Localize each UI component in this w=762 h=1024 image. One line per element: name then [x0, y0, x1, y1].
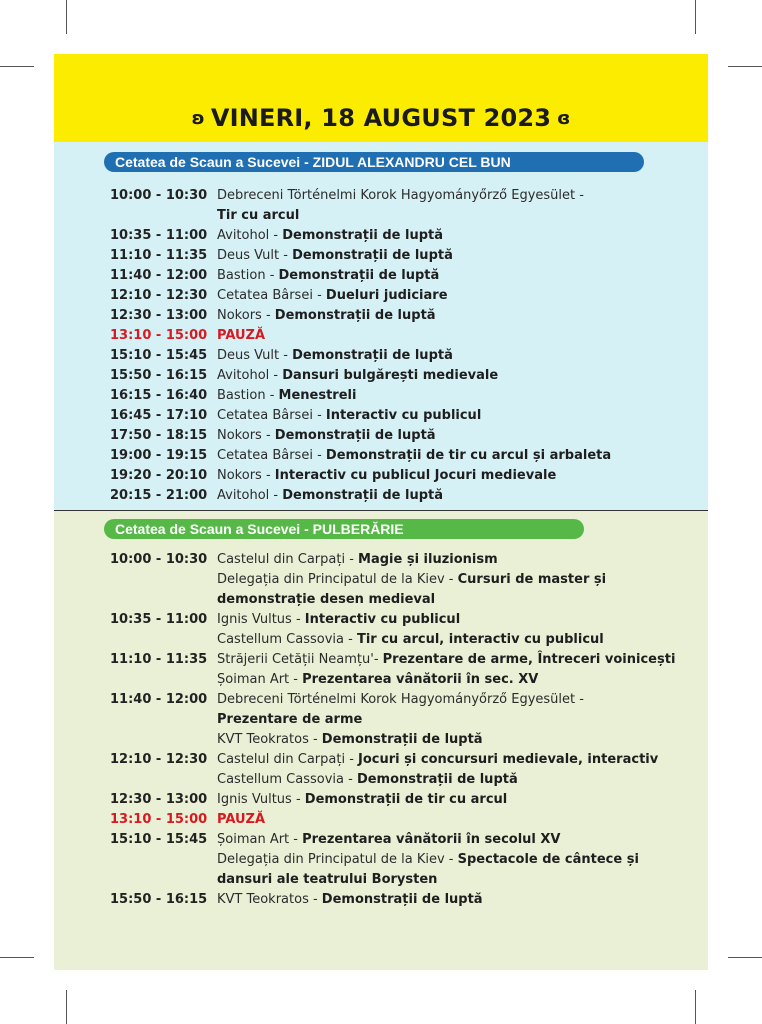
activity-name: dansuri ale teatrului Borysten	[217, 872, 438, 887]
organizer-name: KVT Teokratos -	[217, 732, 322, 747]
time-slot: 15:50 - 16:15	[110, 892, 208, 907]
crop-mark-top-right	[695, 0, 696, 34]
event-text	[217, 386, 356, 406]
event-text	[217, 206, 299, 226]
time-slot: 13:10 - 15:00	[110, 328, 208, 343]
organizer-name: Castellum Cassovia -	[217, 772, 357, 787]
organizer-name: Cetatea Bârsei -	[217, 408, 326, 423]
activity-name: PAUZĂ	[217, 812, 266, 827]
event-text	[217, 266, 439, 286]
time-slot: 12:30 - 13:00	[110, 792, 208, 807]
event-text	[217, 426, 436, 446]
organizer-name: Debreceni Történelmi Korok Hagyományőrző Egyesület -	[217, 188, 584, 203]
time-slot: 12:10 - 12:30	[110, 752, 208, 767]
activity-name: Demonstrații de luptă	[282, 228, 444, 243]
time-slot: 11:40 - 12:00	[110, 692, 208, 707]
time-slot: 12:30 - 13:00	[110, 308, 208, 323]
organizer-name: Avitohol -	[217, 228, 283, 243]
time-slot: 17:50 - 18:15	[110, 428, 208, 443]
event-text	[217, 406, 481, 426]
section-heading: Cetatea de Scaun a Sucevei - PULBERĂRIE	[104, 519, 584, 539]
event-text	[217, 730, 483, 750]
organizer-name: Avitohol -	[217, 368, 283, 383]
time-slot: 10:00 - 10:30	[110, 188, 208, 203]
time-slot: 10:35 - 11:00	[110, 612, 208, 627]
activity-name: Demonstrații de luptă	[282, 488, 444, 503]
activity-name: Dansuri bulgărești medievale	[282, 368, 499, 383]
event-text	[217, 466, 556, 486]
organizer-name: Nokors -	[217, 468, 275, 483]
event-text	[217, 286, 448, 306]
event-text	[217, 710, 362, 730]
activity-name: Menestreli	[278, 388, 357, 403]
organizer-name: Avitohol -	[217, 488, 283, 503]
time-slot: 16:45 - 17:10	[110, 408, 208, 423]
event-text	[217, 650, 675, 670]
section-zidul-alexandru	[54, 142, 708, 510]
section-pulberarie	[54, 511, 708, 970]
event-text	[217, 610, 460, 630]
event-text	[217, 830, 561, 850]
event-text	[217, 186, 584, 206]
event-text	[217, 770, 518, 790]
organizer-name: Ignis Vultus -	[217, 612, 305, 627]
organizer-name: Nokors -	[217, 308, 275, 323]
activity-name: Spectacole de cântece și	[457, 852, 639, 867]
activity-name: Prezentarea vânătorii în secolul XV	[302, 832, 561, 847]
activity-name: Tir cu arcul	[217, 208, 300, 223]
organizer-name: Nokors -	[217, 428, 275, 443]
event-text	[217, 690, 584, 710]
activity-name: Interactiv cu publicul Jocuri medievale	[274, 468, 557, 483]
event-text	[217, 570, 606, 590]
ornament-left-icon: ʚ	[191, 108, 205, 129]
time-slot: 15:50 - 16:15	[110, 368, 208, 383]
time-slot: 11:10 - 11:35	[110, 652, 208, 667]
time-slot: 20:15 - 21:00	[110, 488, 208, 503]
organizer-name: Delegația din Principatul de la Kiev -	[217, 852, 458, 867]
activity-name: Cursuri de master și	[457, 572, 607, 587]
section-heading: Cetatea de Scaun a Sucevei - ZIDUL ALEXANDRU CEL BUN	[104, 152, 644, 172]
organizer-name: Castelul din Carpați -	[217, 552, 359, 567]
time-slot: 16:15 - 16:40	[110, 388, 208, 403]
crop-mark-right-bottom	[728, 957, 762, 958]
activity-name: Interactiv cu publicul	[325, 408, 482, 423]
organizer-name: KVT Teokratos -	[217, 892, 322, 907]
date-header	[54, 54, 708, 142]
activity-name: Tir cu arcul, interactiv cu publicul	[356, 632, 604, 647]
time-slot: 10:35 - 11:00	[110, 228, 208, 243]
event-text	[217, 550, 498, 570]
event-text	[217, 870, 437, 890]
ornament-right-icon: ɞ	[557, 108, 571, 129]
activity-name: PAUZĂ	[217, 328, 266, 343]
activity-name: Magie și iluzionism	[358, 552, 498, 567]
organizer-name: Șoiman Art -	[217, 832, 303, 847]
time-slot: 13:10 - 15:00	[110, 812, 208, 827]
activity-name: Demonstrații de tir cu arcul și arbaleta	[325, 448, 612, 463]
event-text	[217, 326, 265, 346]
time-slot: 10:00 - 10:30	[110, 552, 208, 567]
organizer-name: Străjerii Cetății Neamțu'-	[217, 652, 383, 667]
organizer-name: Cetatea Bârsei -	[217, 288, 326, 303]
time-slot: 12:10 - 12:30	[110, 288, 208, 303]
crop-mark-bottom-right	[695, 990, 696, 1024]
event-text	[217, 446, 611, 466]
time-slot: 15:10 - 15:45	[110, 832, 208, 847]
organizer-name: Debreceni Történelmi Korok Hagyományőrző Egyesület -	[217, 692, 584, 707]
activity-name: Demonstrații de tir cu arcul	[304, 792, 508, 807]
event-text	[217, 306, 436, 326]
schedule-sheet	[54, 54, 708, 970]
crop-mark-bottom-left	[66, 990, 67, 1024]
time-slot: 15:10 - 15:45	[110, 348, 208, 363]
activity-name: Jocuri și concursuri medievale, interactiv	[358, 752, 659, 767]
activity-name: Demonstrații de luptă	[356, 772, 518, 787]
organizer-name: Deus Vult -	[217, 348, 293, 363]
activity-name: Prezentarea vânătorii în sec. XV	[302, 672, 539, 687]
event-text	[217, 630, 604, 650]
time-slot: 19:00 - 19:15	[110, 448, 208, 463]
time-slot: 11:40 - 12:00	[110, 268, 208, 283]
organizer-name: Castellum Cassovia -	[217, 632, 357, 647]
organizer-name: Bastion -	[217, 268, 279, 283]
page-title	[54, 104, 708, 132]
event-text	[217, 850, 639, 870]
activity-name: Demonstrații de luptă	[274, 308, 436, 323]
event-text	[217, 590, 435, 610]
event-text	[217, 486, 443, 506]
time-slot: 11:10 - 11:35	[110, 248, 208, 263]
activity-name: Demonstrații de luptă	[321, 732, 483, 747]
activity-name: demonstrație desen medieval	[217, 592, 436, 607]
crop-mark-right-top	[728, 66, 762, 67]
activity-name: Demonstrații de luptă	[274, 428, 436, 443]
event-text	[217, 346, 453, 366]
organizer-name: Șoiman Art -	[217, 672, 303, 687]
time-slot: 19:20 - 20:10	[110, 468, 208, 483]
organizer-name: Castelul din Carpați -	[217, 752, 359, 767]
organizer-name: Cetatea Bârsei -	[217, 448, 326, 463]
activity-name: Interactiv cu publicul	[304, 612, 461, 627]
organizer-name: Ignis Vultus -	[217, 792, 305, 807]
activity-name: Demonstrații de luptă	[278, 268, 440, 283]
activity-name: Prezentare de arme, Întreceri voinicești	[382, 652, 676, 667]
crop-mark-left-top	[0, 66, 34, 67]
event-text	[217, 246, 453, 266]
event-text	[217, 670, 538, 690]
crop-mark-left-bottom	[0, 957, 34, 958]
activity-name: Demonstrații de luptă	[292, 248, 453, 263]
event-text	[217, 226, 443, 246]
organizer-name: Delegația din Principatul de la Kiev -	[217, 572, 458, 587]
organizer-name: Deus Vult -	[217, 248, 293, 263]
title-text: VINERI, 18 AUGUST 2023	[210, 104, 552, 132]
activity-name: Dueluri judiciare	[325, 288, 448, 303]
activity-name: Demonstrații de luptă	[321, 892, 483, 907]
event-text	[217, 750, 658, 770]
event-text	[217, 890, 483, 910]
activity-name: Prezentare de arme	[217, 712, 363, 727]
event-text	[217, 790, 507, 810]
event-text	[217, 810, 265, 830]
crop-mark-top-left	[66, 0, 67, 34]
activity-name: Demonstrații de luptă	[292, 348, 453, 363]
event-text	[217, 366, 498, 386]
organizer-name: Bastion -	[217, 388, 279, 403]
